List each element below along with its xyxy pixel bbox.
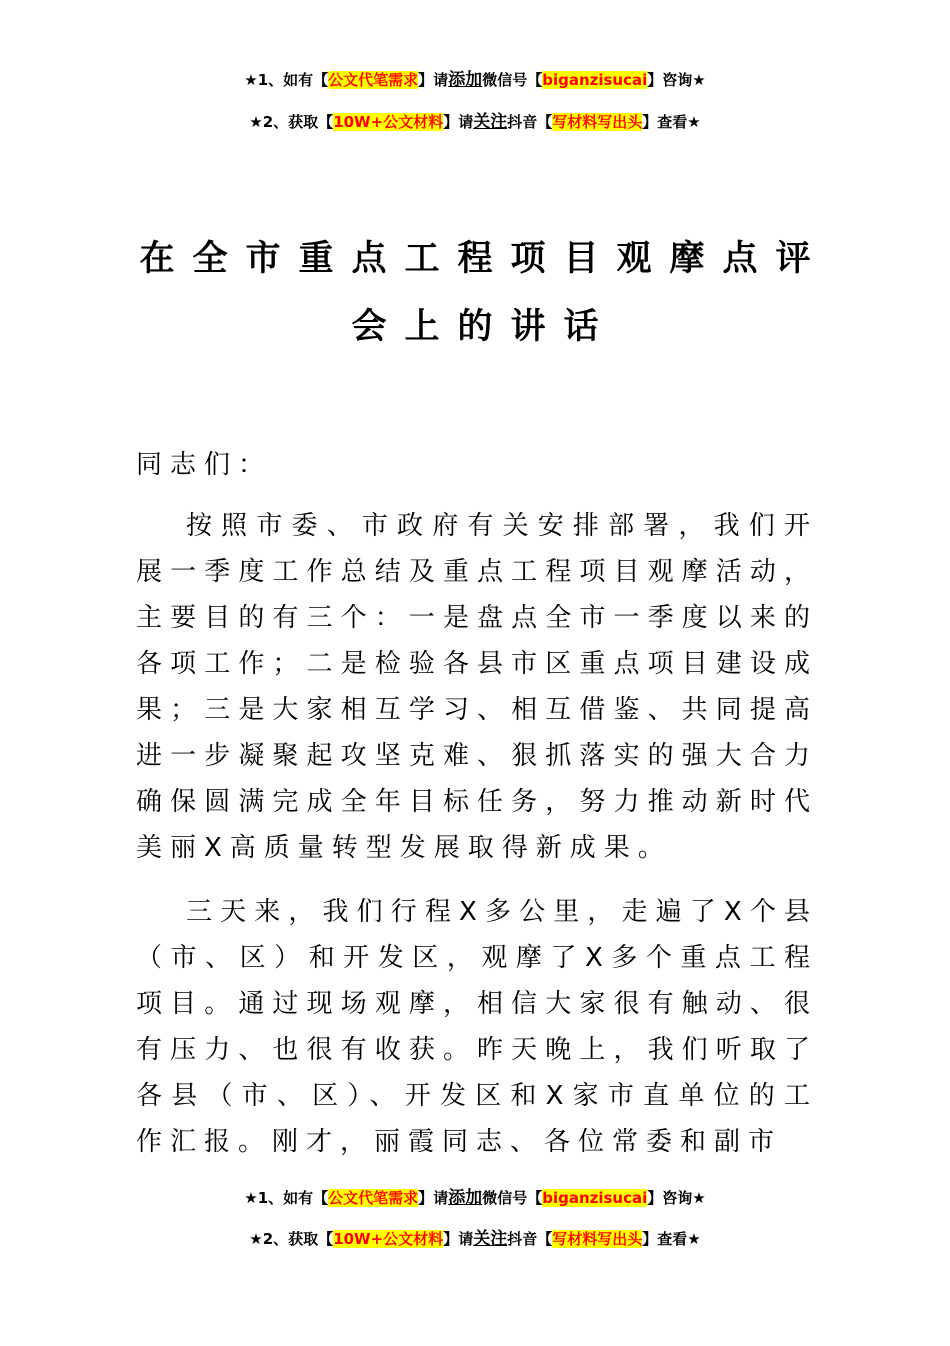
promo-text: 】请 <box>443 113 474 131</box>
promo-text: 抖音【 <box>507 113 553 131</box>
douyin-account: 写材料写出头 <box>552 1230 643 1248</box>
salutation: 同志们： <box>136 450 273 480</box>
promo-text: 】查看★ <box>642 113 701 131</box>
wechat-id: biganzisucai <box>542 71 648 89</box>
wechat-id: biganzisucai <box>542 1189 648 1207</box>
promo-text: ★1、如有【 <box>244 71 329 89</box>
promo-text: ★1、如有【 <box>244 1189 329 1207</box>
douyin-account: 写材料写出头 <box>552 113 643 131</box>
promo-line-consulting <box>0 69 950 91</box>
body-paragraph: 按照市委、市政府有关安排部署，我们开展一季度工作总结及重点工程项目观摩活动，主要目的有三个：一是盘点全市一季度以来的各项工作；二是检验各县市区重点项目建设成果；三是大家相互学习、相互借鉴、共同提高进一步凝聚起攻坚克难、狠抓落实的强大合力确保圆满完成全年目标任务，努力推动新时代美丽X高质量转型发展取得新成果。 <box>136 511 818 863</box>
promo-emphasis: 关注 <box>473 112 508 132</box>
document-title-line-1: 在全市重点工程项目观摩点评 <box>139 239 829 279</box>
promo-line-materials <box>0 111 950 133</box>
promo-highlight: 10W+公文材料 <box>333 1230 444 1248</box>
promo-text: ★2、获取【 <box>249 113 334 131</box>
promo-text: 】请 <box>443 1230 474 1248</box>
promo-text: 】请 <box>418 71 449 89</box>
promo-emphasis: 添加 <box>448 70 483 90</box>
promo-text: 】查看★ <box>642 1230 701 1248</box>
body-paragraph: 三天来，我们行程X多公里，走遍了X个县（市、区）和开发区，观摩了X多个重点工程项目。通过现场观摩，相信大家很有触动、很有压力、也很有收获。昨天晚上，我们听取了各县（市、区）、开发区和X家市直单位的工作汇报。刚才，丽霞同志、各位常委和副市 <box>136 897 818 1157</box>
promo-highlight: 公文代笔需求 <box>328 1189 419 1207</box>
promo-emphasis: 添加 <box>448 1188 483 1208</box>
promo-line-materials <box>0 1228 950 1250</box>
promo-text: 】咨询★ <box>647 1189 706 1207</box>
promo-text: 微信号【 <box>482 1189 543 1207</box>
promo-text: 抖音【 <box>507 1230 553 1248</box>
promo-highlight: 10W+公文材料 <box>333 113 444 131</box>
document-title-line-2: 会上的讲话 <box>351 307 617 347</box>
promo-emphasis: 关注 <box>473 1229 508 1249</box>
promo-highlight: 公文代笔需求 <box>328 71 419 89</box>
promo-text: 】咨询★ <box>647 71 706 89</box>
promo-line-consulting <box>0 1187 950 1209</box>
promo-text: 微信号【 <box>482 71 543 89</box>
promo-text: ★2、获取【 <box>249 1230 334 1248</box>
promo-text: 】请 <box>418 1189 449 1207</box>
